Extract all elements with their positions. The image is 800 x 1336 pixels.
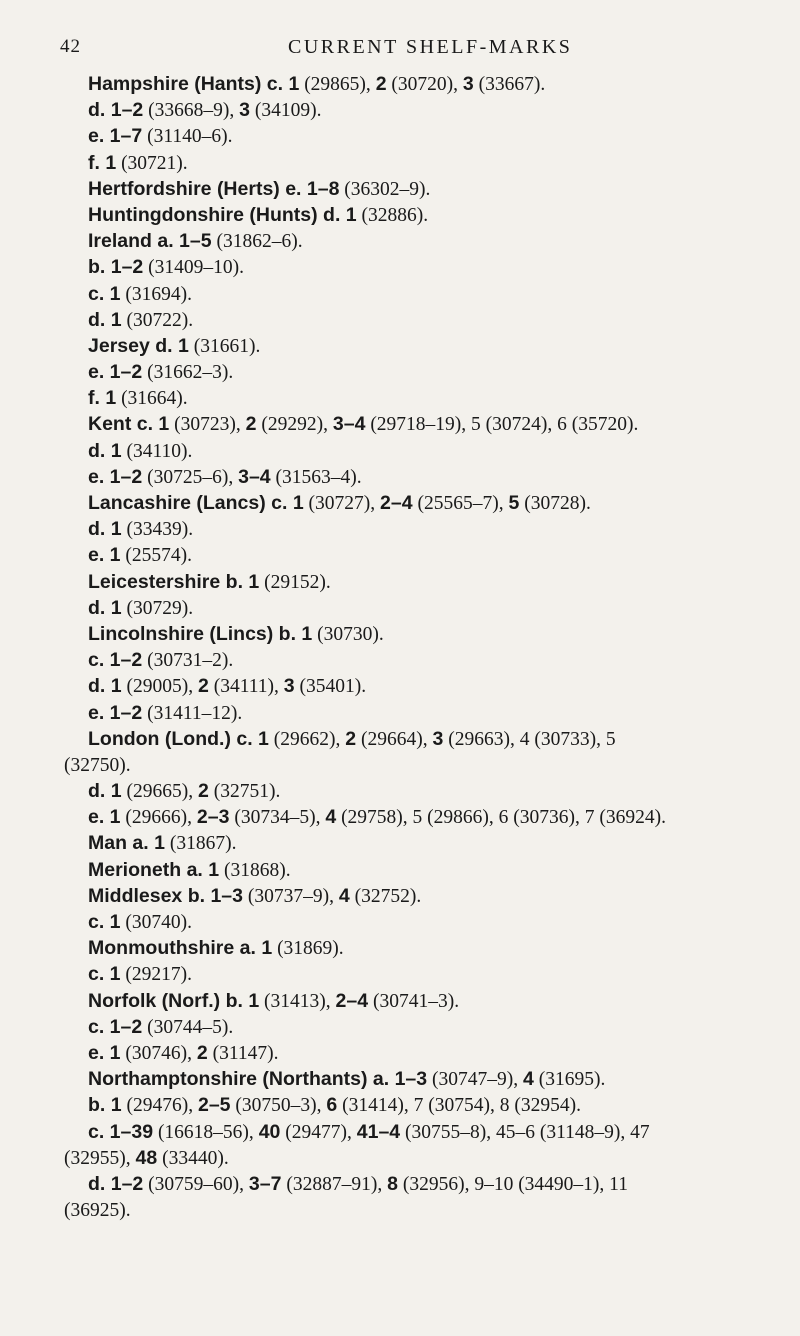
- entry-term: Middlesex b. 1–3: [88, 884, 243, 907]
- entry-term: e. 1: [88, 1041, 121, 1064]
- entry-press: 3: [283, 675, 295, 698]
- entry-number: (36925).: [64, 1200, 131, 1222]
- entry-press: 2: [245, 413, 257, 436]
- entry-number: (30722).: [121, 309, 194, 331]
- shelf-mark-line: [88, 935, 788, 961]
- entry-press: 5: [508, 492, 520, 514]
- entry-number: (29477),: [280, 1121, 357, 1143]
- shelf-mark-line: [88, 909, 788, 935]
- entry-number: (31411–12).: [142, 702, 243, 724]
- entry-press: 4: [523, 1068, 534, 1091]
- shelf-mark-line: [88, 516, 788, 542]
- entry-term: Monmouthshire a. 1: [88, 937, 273, 960]
- shelf-mark-line: [88, 254, 788, 280]
- entry-term: f. 1: [88, 387, 117, 410]
- entry-number: (25565–7),: [412, 493, 509, 514]
- entry-number: (34110).: [121, 440, 193, 462]
- entry-press: 4: [338, 884, 350, 907]
- entry-number: (29152).: [259, 571, 331, 593]
- entry-number: (32955),: [64, 1147, 136, 1169]
- entry-press: 3–4: [238, 465, 271, 488]
- entry-number: (30746),: [120, 1042, 197, 1064]
- entry-number: (29666),: [120, 807, 197, 829]
- entry-number: (29662),: [268, 728, 346, 750]
- shelf-mark-line: [88, 1040, 788, 1066]
- entry-number: (29476),: [121, 1095, 198, 1117]
- entry-number: (31868).: [219, 859, 291, 881]
- entry-term: Kent c. 1: [88, 413, 170, 436]
- entry-number: (31694).: [120, 283, 193, 305]
- entry-number: (30730).: [312, 623, 384, 645]
- entry-term: c. 1: [88, 282, 121, 305]
- entry-press: 2–5: [197, 1094, 231, 1117]
- entry-number: (31862–6).: [211, 231, 303, 253]
- entry-term: Jersey d. 1: [88, 334, 189, 357]
- entry-press: 2: [197, 675, 209, 698]
- shelf-mark-line: [88, 307, 788, 333]
- entry-number: (30747–9),: [427, 1069, 524, 1091]
- shelf-mark-line: [88, 123, 788, 149]
- shelf-mark-line: [88, 411, 788, 437]
- shelf-mark-line: [88, 621, 788, 647]
- shelf-mark-line: [88, 97, 788, 123]
- entry-number: (30740).: [120, 912, 193, 933]
- entry-number: (31662–3).: [142, 362, 234, 384]
- entry-term: c. 1–39: [88, 1120, 154, 1143]
- entry-number: (30734–5),: [229, 807, 326, 829]
- entry-term: d. 1: [88, 780, 122, 803]
- entry-number: (31664).: [116, 388, 188, 410]
- entry-term: Man a. 1: [88, 832, 165, 855]
- entry-term: d. 1: [88, 439, 122, 462]
- shelf-mark-line: [88, 1092, 788, 1118]
- entry-press: 3: [462, 73, 474, 95]
- entry-number: (32751).: [208, 781, 281, 803]
- entry-number: (29665),: [121, 781, 198, 803]
- entry-press: 2–3: [196, 806, 230, 829]
- shelf-mark-line: [88, 673, 788, 699]
- entry-number: (32956), 9–10 (34490–1), 11: [397, 1173, 628, 1195]
- entry-number: (29292),: [256, 414, 333, 436]
- entry-number: (30744–5).: [142, 1016, 234, 1038]
- entry-number: (33439).: [121, 519, 194, 541]
- running-head: CURRENT SHELF-MARKS: [288, 36, 573, 58]
- entry-term: Huntingdonshire (Hunts) d. 1: [88, 203, 357, 226]
- entry-press: 2–4: [380, 492, 413, 514]
- entry-number: (30731–2).: [142, 650, 234, 672]
- shelf-mark-line: [88, 1171, 788, 1197]
- entry-term: Lancashire (Lancs) c. 1: [88, 492, 304, 514]
- entry-term: b. 1: [88, 1094, 122, 1117]
- entry-press: 8: [387, 1172, 398, 1195]
- entry-term: e. 1–7: [88, 125, 143, 148]
- entry-press: 2: [345, 727, 357, 750]
- entry-press: 4: [325, 806, 337, 829]
- shelf-mark-line: [88, 202, 788, 228]
- entry-term: d. 1: [88, 675, 122, 698]
- entry-number: (29664),: [356, 728, 433, 750]
- entry-number: (30750–3),: [230, 1095, 327, 1117]
- entry-press: 48: [135, 1146, 158, 1169]
- entry-number: (31563–4).: [270, 466, 362, 488]
- shelf-mark-line: [88, 490, 788, 516]
- entry-number: (31869).: [272, 938, 344, 960]
- entry-number: (29758), 5 (29866), 6 (30736), 7 (36924).: [336, 807, 667, 829]
- page-header: [60, 36, 760, 66]
- entry-number: (30737–9),: [242, 885, 339, 907]
- entry-number: (30721).: [116, 152, 188, 174]
- entry-term: c. 1: [88, 911, 121, 933]
- entry-number: (31140–6).: [142, 126, 233, 148]
- entry-term: Leicestershire b. 1: [88, 570, 260, 593]
- entry-number: (33440).: [157, 1147, 229, 1169]
- entry-number: (30727),: [303, 493, 381, 514]
- page-number: 42: [60, 36, 81, 57]
- entry-term: c. 1: [88, 963, 121, 986]
- entry-number: (31695).: [533, 1069, 606, 1091]
- entry-press: 3–4: [332, 413, 366, 436]
- entry-number: (30741–3).: [368, 990, 460, 1012]
- entry-number: (29865),: [299, 74, 376, 95]
- shelf-mark-line: [88, 804, 788, 830]
- shelf-mark-line: [88, 700, 788, 726]
- shelf-mark-line: [88, 228, 788, 254]
- shelf-mark-line: [88, 830, 788, 856]
- entry-number: (30755–8), 45–6 (31148–9), 47: [400, 1121, 650, 1143]
- shelf-mark-line: [64, 752, 788, 778]
- entry-number: (29005),: [121, 676, 198, 698]
- entry-term: Northamptonshire (Northants) a. 1–3: [88, 1068, 428, 1091]
- entry-term: d. 1: [88, 518, 122, 541]
- shelf-mark-line: [88, 542, 788, 568]
- shelf-mark-line: [88, 857, 788, 883]
- entry-press: 6: [326, 1094, 338, 1117]
- entry-number: (30725–6),: [142, 466, 239, 488]
- entry-term: Hampshire (Hants) c. 1: [88, 73, 300, 95]
- entry-number: (34111),: [208, 676, 284, 698]
- entry-number: (33668–9),: [143, 100, 240, 122]
- shelf-mark-line: [88, 1014, 788, 1040]
- entry-number: (32752).: [349, 885, 422, 907]
- entry-number: (31414), 7 (30754), 8 (32954).: [337, 1095, 581, 1117]
- entry-number: (29217).: [120, 964, 193, 986]
- entry-term: Merioneth a. 1: [88, 858, 220, 881]
- shelf-mark-line: [88, 281, 788, 307]
- entry-number: (36302–9).: [339, 178, 431, 200]
- shelf-mark-line: [88, 333, 788, 359]
- shelf-mark-line: [88, 71, 788, 97]
- shelf-mark-line: [88, 647, 788, 673]
- entry-number: (32886).: [356, 204, 429, 226]
- entry-term: c. 1–2: [88, 649, 143, 672]
- shelf-mark-line: [88, 595, 788, 621]
- shelf-mark-line: [88, 1066, 788, 1092]
- entry-number: (30720),: [386, 74, 463, 95]
- entry-press: 2: [196, 1041, 208, 1064]
- entry-term: Hertfordshire (Herts) e. 1–8: [88, 177, 340, 200]
- entry-press: 2: [375, 73, 387, 95]
- shelf-mark-line: [88, 961, 788, 987]
- entry-term: London (Lond.) c. 1: [88, 727, 269, 750]
- entry-term: d. 1: [88, 596, 122, 619]
- entry-press: 40: [258, 1120, 281, 1143]
- entry-press: 2–4: [335, 989, 369, 1012]
- entry-term: d. 1–2: [88, 99, 144, 122]
- entry-number: (30728).: [519, 493, 591, 514]
- entry-term: e. 1: [88, 544, 121, 567]
- shelf-mark-line: [88, 778, 788, 804]
- entry-number: (32887–91),: [281, 1173, 388, 1195]
- entry-term: Lincolnshire (Lincs) b. 1: [88, 622, 313, 645]
- entry-number: (30759–60),: [143, 1173, 249, 1195]
- entry-number: (34109).: [250, 100, 322, 122]
- entry-number: (30729).: [121, 597, 194, 619]
- entry-number: (31661).: [188, 335, 261, 357]
- shelf-mark-line: [64, 1197, 788, 1223]
- shelf-mark-line: [88, 438, 788, 464]
- shelf-mark-line: [88, 464, 788, 490]
- shelf-mark-list: [64, 71, 788, 1223]
- entry-press: 3: [239, 99, 251, 122]
- entry-term: Ireland a. 1–5: [88, 230, 212, 253]
- entry-press: 3–7: [248, 1172, 282, 1195]
- entry-number: (33667).: [473, 74, 546, 95]
- entry-term: d. 1: [88, 308, 122, 331]
- entry-number: (35401).: [294, 676, 367, 698]
- entry-number: (31867).: [164, 833, 237, 855]
- entry-press: 3: [432, 727, 444, 750]
- entry-term: e. 1: [88, 806, 121, 829]
- shelf-mark-line: [88, 988, 788, 1014]
- shelf-mark-line: [88, 176, 788, 202]
- entry-term: d. 1–2: [88, 1172, 144, 1195]
- entry-term: c. 1–2: [88, 1015, 143, 1038]
- entry-number: (29663), 4 (30733), 5: [443, 728, 616, 750]
- entry-number: (31413),: [259, 990, 336, 1012]
- entry-number: (30723),: [169, 414, 246, 436]
- shelf-mark-line: [88, 883, 788, 909]
- shelf-mark-line: [88, 385, 788, 411]
- shelf-mark-line: [64, 1145, 788, 1171]
- entry-number: (16618–56),: [153, 1121, 259, 1143]
- entry-term: e. 1–2: [88, 701, 143, 724]
- entry-number: (31147).: [207, 1042, 279, 1064]
- entry-press: 41–4: [356, 1120, 401, 1143]
- shelf-mark-line: [88, 150, 788, 176]
- shelf-mark-line: [88, 569, 788, 595]
- shelf-mark-line: [88, 359, 788, 385]
- entry-press: 2: [197, 780, 209, 803]
- entry-number: (32750).: [64, 754, 131, 776]
- entry-term: e. 1–2: [88, 465, 143, 488]
- entry-number: (31409–10).: [143, 257, 245, 279]
- entry-term: b. 1–2: [88, 256, 144, 279]
- entry-number: (25574).: [120, 545, 193, 567]
- entry-term: f. 1: [88, 151, 117, 174]
- shelf-mark-line: [88, 726, 788, 752]
- entry-term: e. 1–2: [88, 361, 143, 384]
- shelf-mark-line: [88, 1119, 788, 1145]
- entry-number: (29718–19), 5 (30724), 6 (35720).: [365, 414, 639, 436]
- entry-term: Norfolk (Norf.) b. 1: [88, 989, 260, 1012]
